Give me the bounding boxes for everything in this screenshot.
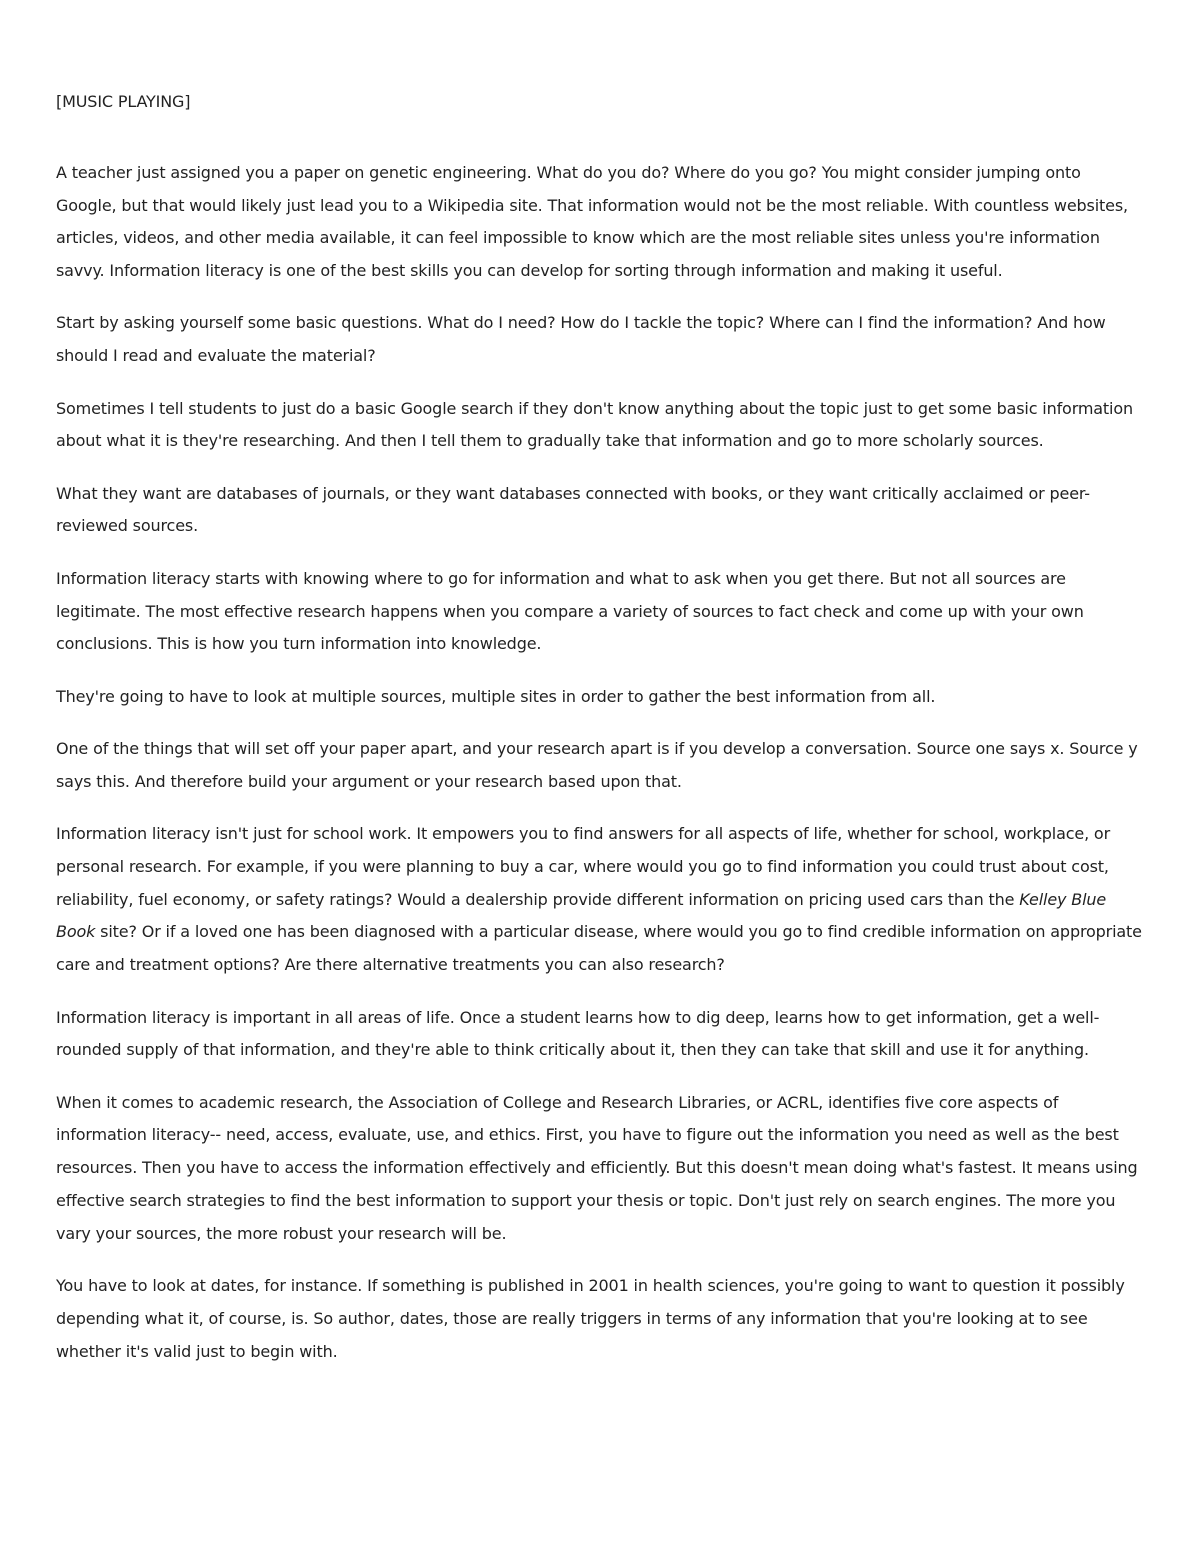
transcript-page (56, 86, 1146, 1388)
transcript-paragraph: One of the things that will set off your paper apart, and your research apart is if you develop a conversation. Source one says x. Source y says this. And therefore build your argument or your research based upon that. (56, 738, 1138, 791)
transcript-paragraph: When it comes to academic research, the Association of College and Research Libraries, or ACRL, identifies five core aspects of information literacy-- need, access, evaluate, use, and ethics. First, you have to figure out the information you need as well as the best resources. Then you have to access the information effectively and efficiently. But this doesn't mean doing what's fastest. It means using effective search strategies to find the best information to support your thesis or topic. Don't just rely on search engines. The more you vary your sources, the more robust your research will be. (56, 1092, 1138, 1243)
transcript-paragraph: A teacher just assigned you a paper on genetic engineering. What do you do? Where do you go? You might consider jumping onto Google, but that would likely just lead you to a Wikipedia site. That information would not be the most reliable. With countless websites, articles, videos, and other media available, it can feel impossible to know which are the most reliable sites unless you're information savvy. Information literacy is one of the best skills you can develop for sorting through information and making it useful. (56, 162, 1128, 281)
paragraph-text: site? Or if a loved one has been diagnosed with a particular disease, where would you go to find credible information on appropriate care and treatment options? Are there alternative treatments you can also research? (56, 922, 1142, 975)
transcript-paragraph: What they want are databases of journals, or they want databases connected with books, or they want critically acclaimed or peer-reviewed sources. (56, 483, 1090, 536)
transcript-paragraph: They're going to have to look at multiple sources, multiple sites in order to gather the best information from all. (56, 686, 936, 706)
paragraph-text: Information literacy isn't just for school work. It empowers you to find answers for all aspects of life, whether for school, workplace, or personal research. For example, if you were planning to buy a car, where would you go to find information you could trust about cost, reliability, fuel economy, or safety ratings? Would a dealership provide different information on pricing used cars than the (56, 824, 1111, 909)
music-cue: [MUSIC PLAYING] (56, 92, 191, 111)
transcript-paragraph: Information literacy is important in all areas of life. Once a student learns how to dig deep, learns how to get information, get a well-rounded supply of that information, and they're able to think critically about it, then they can take that skill and use it for anything. (56, 1007, 1100, 1060)
transcript-paragraph: Start by asking yourself some basic questions. What do I need? How do I tackle the topic? Where can I find the information? And how should I read and evaluate the material? (56, 313, 1106, 366)
transcript-paragraph: Information literacy starts with knowing where to go for information and what to ask when you get there. But not all sources are legitimate. The most effective research happens when you compare a variety of sources to fact check and come up with your own conclusions. This is how you turn information into knowledge. (56, 568, 1084, 654)
transcript-paragraph: You have to look at dates, for instance. If something is published in 2001 in health sciences, you're going to want to question it possibly depending what it, of course, is. So author, dates, those are really triggers in terms of any information that you're looking at to see whether it's valid just to begin with. (56, 1276, 1125, 1361)
transcript-paragraph: Sometimes I tell students to just do a basic Google search if they don't know anything about the topic just to get some basic information about what it is they're researching. And then I tell them to gradually take that information and go to more scholarly sources. (56, 398, 1133, 451)
book-title: Kelley Blue Book (56, 889, 1107, 942)
transcript-paragraph (56, 818, 1146, 982)
